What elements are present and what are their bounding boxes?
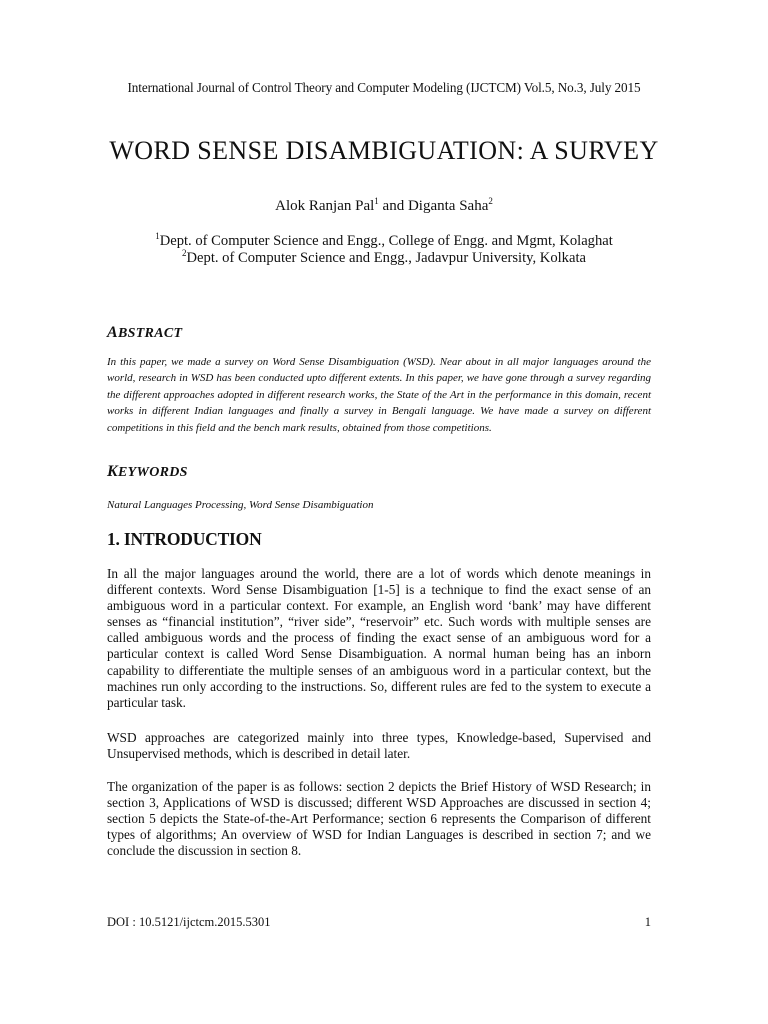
page-number: 1 [644,915,651,929]
affiliation-text: Dept. of Computer Science and Engg., College of Engg. and Mgmt, Kolaghat [159,233,613,249]
author-affiliation-marker: 2 [488,196,493,206]
affiliation-marker: 2 [182,248,187,258]
abstract-heading-rest: BSTRACT [117,326,183,341]
paper-title: WORD SENSE DISAMBIGUATION: A SURVEY [109,136,659,165]
affiliation-line [0,249,768,267]
introduction-paragraph: WSD approaches are categorized mainly into three types, Knowledge-based, Supervised and Unsupervised methods, which is described in detail later. [107,730,651,762]
author-affiliation-marker: 1 [374,196,379,206]
abstract-heading [107,324,182,342]
keywords-text: Natural Languages Processing, Word Sense Disambiguation [107,499,374,511]
introduction-paragraph: In all the major languages around the world, there are a lot of words which denote meanings in different contexts. Word Sense Disambiguation [1-5] is a technique to find the exact sense of an ambiguous word in a particular context. For example, an English word ‘bank’ may have different senses as “financial institution”, “river side”, “reservoir” etc. Such words with multiple senses are called ambiguous words and the process of finding the exact sense of an ambiguous word for a particular context is called Word Sense Disambiguation. A normal human being has an inborn capability to differentiate the multiple senses of an ambiguous word in a particular context, but the machines run only according to the instructions. So, different rules are fed to the system to execute a particular task. [107,566,651,710]
keywords-heading-initial: K [107,463,118,480]
author-conjunction: and [378,198,408,214]
author-name: Alok Ranjan Pal [275,198,375,214]
keywords-heading [107,463,188,481]
journal-running-header: International Journal of Control Theory and Computer Modeling (IJCTCM) Vol.5, No.3, July 2015 [127,80,641,95]
affiliation-marker: 1 [155,231,160,241]
affiliation-line [0,232,768,250]
keywords-heading-rest: EYWORDS [117,465,188,480]
abstract-heading-initial: A [107,324,118,341]
introduction-heading: 1. INTRODUCTION [107,529,262,549]
author-line [0,196,768,216]
footer-doi: DOI : 10.5121/ijctcm.2015.5301 [107,915,271,929]
affiliation-text: Dept. of Computer Science and Engg., Jadavpur University, Kolkata [186,250,586,266]
author-name: Diganta Saha [407,198,489,214]
abstract-text: In this paper, we made a survey on Word Sense Disambiguation (WSD). Near about in all major languages around the world, research in WSD has been conducted upto different extents. In this paper, we have gone through a survey regarding the different approaches adopted in different research works, the State of the Art in the performance in this domain, recent works in different Indian languages and finally a survey in Bengali language. We have made a survey on different competitions in this field and the bench mark results, obtained from those competitions. [107,356,651,434]
introduction-paragraph: The organization of the paper is as follows: section 2 depicts the Brief History of WSD Research; in section 3, Applications of WSD is discussed; different WSD Approaches are discussed in section 4; section 5 depicts the State-of-the-Art Performance; section 6 represents the Comparison of different types of algorithms; An overview of WSD for Indian Languages is described in section 7; and we conclude the discussion in section 8. [107,779,651,859]
